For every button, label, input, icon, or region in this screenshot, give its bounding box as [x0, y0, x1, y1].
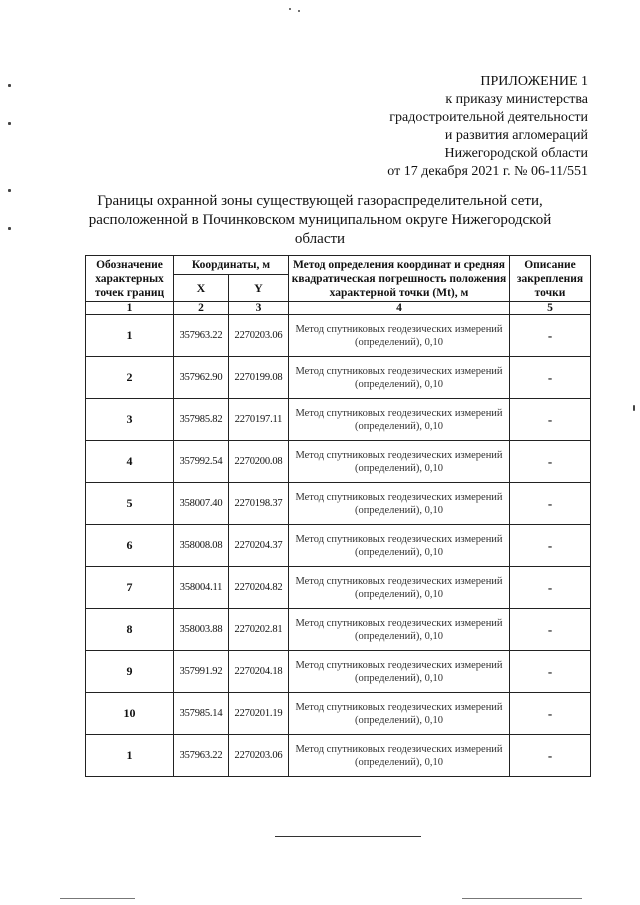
appendix-line: градостроительной деятельности [389, 110, 588, 125]
y-coordinate-cell: 2270198.37 [229, 483, 289, 525]
y-coordinate-cell: 2270202.81 [229, 609, 289, 651]
x-coordinate-cell: 358008.08 [174, 525, 229, 567]
point-number-cell: 5 [86, 483, 174, 525]
method-cell: Метод спутниковых геодезических измерений (определений), 0,10 [289, 399, 510, 441]
scan-speck [8, 122, 11, 125]
column-number-row [86, 302, 591, 315]
document-title [80, 192, 560, 249]
fixing-cell: - [510, 567, 591, 609]
fixing-cell: - [510, 693, 591, 735]
x-coordinate-cell: 357991.92 [174, 651, 229, 693]
x-coordinate-cell: 358003.88 [174, 609, 229, 651]
x-coordinate-cell: 357963.22 [174, 315, 229, 357]
x-coordinate-cell: 358004.11 [174, 567, 229, 609]
scan-speck [633, 405, 635, 411]
table-row [86, 441, 591, 483]
point-number-cell: 1 [86, 315, 174, 357]
column-number: 3 [229, 302, 289, 315]
point-number-cell: 4 [86, 441, 174, 483]
y-coordinate-cell: 2270203.06 [229, 315, 289, 357]
method-cell: Метод спутниковых геодезических измерений (определений), 0,10 [289, 609, 510, 651]
header-x: X [174, 275, 229, 302]
fixing-cell: - [510, 315, 591, 357]
column-number: 4 [289, 302, 510, 315]
x-coordinate-cell: 357985.82 [174, 399, 229, 441]
method-cell: Метод спутниковых геодезических измерений (определений), 0,10 [289, 315, 510, 357]
method-cell: Метод спутниковых геодезических измерений (определений), 0,10 [289, 567, 510, 609]
table-row [86, 525, 591, 567]
appendix-line: ПРИЛОЖЕНИЕ 1 [480, 74, 588, 89]
x-coordinate-cell: 357992.54 [174, 441, 229, 483]
y-coordinate-cell: 2270203.06 [229, 735, 289, 777]
fixing-cell: - [510, 483, 591, 525]
column-number: 2 [174, 302, 229, 315]
y-coordinate-cell: 2270204.82 [229, 567, 289, 609]
table-row [86, 609, 591, 651]
fixing-cell: - [510, 399, 591, 441]
point-number-cell: 10 [86, 693, 174, 735]
column-number: 5 [510, 302, 591, 315]
fixing-cell: - [510, 357, 591, 399]
method-cell: Метод спутниковых геодезических измерений (определений), 0,10 [289, 651, 510, 693]
table-row [86, 567, 591, 609]
point-number-cell: 7 [86, 567, 174, 609]
appendix-line: Нижегородской области [444, 146, 588, 161]
scan-speck [8, 189, 11, 192]
appendix-line: от 17 декабря 2021 г. № 06-11/551 [387, 164, 588, 179]
header-method: Метод определения координат и средняя квадратическая погрешность положения характерной точки (Mt), м [289, 256, 510, 302]
y-coordinate-cell: 2270199.08 [229, 357, 289, 399]
title-line: расположенной в Починковском муниципальном округе Нижегородской [88, 212, 552, 228]
x-coordinate-cell: 357962.90 [174, 357, 229, 399]
table-row [86, 357, 591, 399]
table-row [86, 399, 591, 441]
scan-speck [289, 8, 291, 10]
scan-edge-line [462, 898, 582, 899]
title-line: Границы охранной зоны существующей газораспределительной сети, [97, 193, 543, 209]
fixing-cell: - [510, 525, 591, 567]
scan-speck [8, 84, 11, 87]
table-row [86, 315, 591, 357]
scan-speck [8, 227, 11, 230]
point-number-cell: 6 [86, 525, 174, 567]
point-number-cell: 3 [86, 399, 174, 441]
point-number-cell: 8 [86, 609, 174, 651]
method-cell: Метод спутниковых геодезических измерений (определений), 0,10 [289, 441, 510, 483]
method-cell: Метод спутниковых геодезических измерений (определений), 0,10 [289, 525, 510, 567]
appendix-line: к приказу министерства [445, 92, 588, 107]
y-coordinate-cell: 2270204.18 [229, 651, 289, 693]
method-cell: Метод спутниковых геодезических измерений (определений), 0,10 [289, 357, 510, 399]
appendix-block [387, 73, 588, 181]
table-row [86, 735, 591, 777]
header-fixing: Описание закрепления точки [510, 256, 591, 302]
fixing-cell: - [510, 735, 591, 777]
fixing-cell: - [510, 441, 591, 483]
y-coordinate-cell: 2270204.37 [229, 525, 289, 567]
table-row [86, 693, 591, 735]
method-cell: Метод спутниковых геодезических измерений (определений), 0,10 [289, 693, 510, 735]
table-row [86, 651, 591, 693]
x-coordinate-cell: 358007.40 [174, 483, 229, 525]
column-number: 1 [86, 302, 174, 315]
point-number-cell: 1 [86, 735, 174, 777]
method-cell: Метод спутниковых геодезических измерений (определений), 0,10 [289, 483, 510, 525]
boundary-points-table [85, 255, 591, 777]
point-number-cell: 2 [86, 357, 174, 399]
header-coordinates: Координаты, м [174, 256, 289, 275]
x-coordinate-cell: 357985.14 [174, 693, 229, 735]
scan-edge-line [60, 898, 135, 899]
fixing-cell: - [510, 651, 591, 693]
table-row [86, 483, 591, 525]
y-coordinate-cell: 2270197.11 [229, 399, 289, 441]
appendix-line: и развития агломераций [444, 128, 588, 143]
x-coordinate-cell: 357963.22 [174, 735, 229, 777]
footer-divider [275, 836, 421, 837]
method-cell: Метод спутниковых геодезических измерений (определений), 0,10 [289, 735, 510, 777]
title-line: области [294, 231, 346, 247]
fixing-cell: - [510, 609, 591, 651]
table-body [86, 315, 591, 777]
y-coordinate-cell: 2270200.08 [229, 441, 289, 483]
point-number-cell: 9 [86, 651, 174, 693]
header-y: Y [229, 275, 289, 302]
scan-speck [298, 10, 300, 12]
y-coordinate-cell: 2270201.19 [229, 693, 289, 735]
header-designation: Обозначение характерных точек границ [86, 256, 174, 302]
